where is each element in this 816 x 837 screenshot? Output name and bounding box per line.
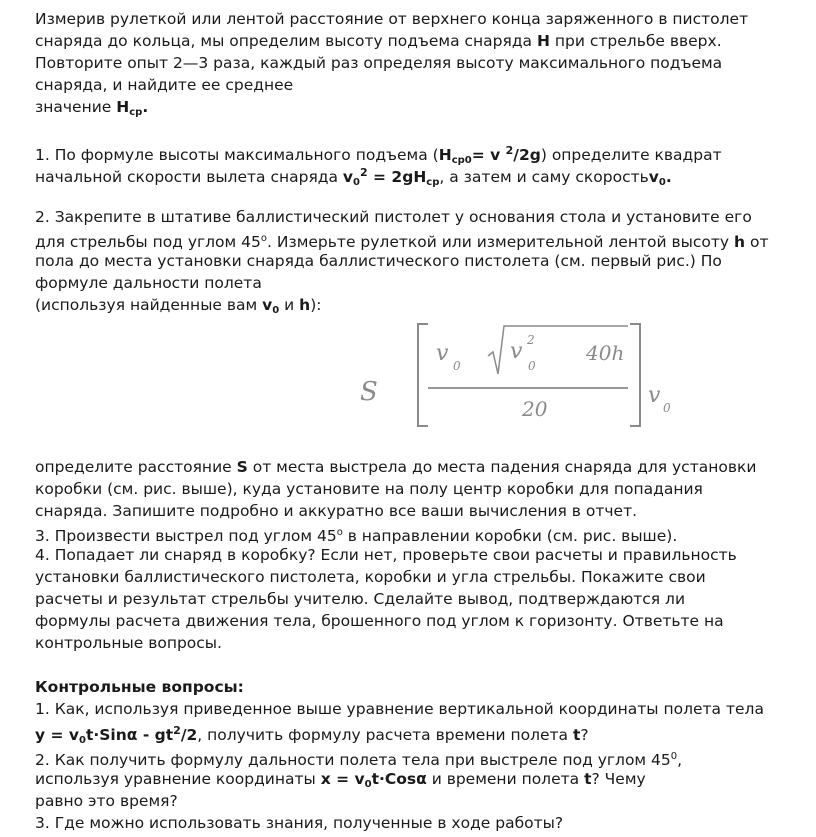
formula-v-sub: 0	[528, 359, 536, 373]
item-4-line-4: формулы расчета движения тела, брошенного под углом к горизонту. Ответьте на	[35, 612, 724, 630]
question-1-line-1: 1. Как, используя приведенное выше уравнение вертикальной координаты полета тела	[35, 700, 764, 718]
question-1-line-2: $y = v_0t\cdot Sin\alpha - gt^2/2$, получить формулу расчета времени полета t?	[35, 724, 589, 746]
item-2-line-1: 2. Закрепите в штативе баллистический пистолет у основания стола и установите его	[35, 208, 752, 226]
item-1-line-1: 1. По формуле высоты максимального подъема ($H_{ср0}= v$ $^2$/2g) определите квадрат	[35, 144, 722, 166]
item-2-line-2: для стрельбы под углом $45^о$. Измерьте рулеткой или измерительной лентой высоту h от	[35, 233, 769, 251]
formula-v0-right: v	[648, 383, 661, 408]
text-line: снаряда до кольца, мы определим высоту подъема снаряда H при стрельбе вверх.	[35, 32, 722, 50]
question-2-line-3: равно это время?	[35, 792, 178, 810]
after-line-1: определите расстояние S от места выстрела до места падения снаряда для установки	[35, 458, 757, 476]
item-1-line-2: начальной скорости вылета снаряда $v_0^2 = 2gH_{ср}$, а затем и саму скоростьv$_0$.	[35, 166, 672, 188]
after-line-2: коробки (см. рис. выше), куда установите на полу центр коробки для попадания	[35, 480, 703, 498]
item-4-line-1: 4. Попадает ли снаряд в коробку? Если нет, проверьте свои расчеты и правильность	[35, 546, 737, 564]
formula-denominator: 20	[522, 397, 548, 421]
formula-v0-right-sub: 0	[663, 401, 671, 415]
formula-s: S	[360, 377, 378, 407]
item-4-line-2: установки баллистического пистолета, коробки и угла стрельбы. Покажите свои	[35, 568, 706, 586]
formula-exp: 2	[527, 333, 535, 347]
item-2-line-5: (используя найденные вам $v_0$ и h):	[35, 296, 322, 316]
text-line: снаряда, и найдите ее среднее	[35, 76, 294, 94]
text-line: значение $H_{ср}$.	[35, 98, 149, 118]
formula-4gh: 40h	[586, 341, 625, 365]
formula-v0-sub: 0	[453, 359, 461, 373]
right-bracket	[630, 324, 640, 426]
question-3-line: 3. Где можно использовать знания, полученные в ходе работы?	[35, 814, 564, 832]
text-line: Измерив рулеткой или лентой расстояние от верхнего конца заряженного в пистолет	[35, 10, 749, 28]
question-2-line-2: используя уравнение координаты $x = v_0t\cdot Cos\alpha$ и времени полета t? Чему	[35, 770, 646, 790]
item-2-line-4: формуле дальности полета	[35, 274, 262, 292]
formula-v-squared: v	[510, 339, 523, 364]
after-line-3: снаряда. Запишите подробно и аккуратно все ваши вычисления в отчет.	[35, 502, 638, 520]
range-formula-image	[360, 318, 680, 436]
formula-v0-v: v	[436, 341, 449, 366]
item-4-line-3: расчеты и результат стрельбы учителю. Сделайте вывод, подтверждаются ли	[35, 590, 686, 608]
item-3-line: 3. Произвести выстрел под углом $45^о$ в направлении коробки (см. рис. выше).	[35, 527, 678, 545]
item-2-line-3: пола до места установки снаряда баллистического пистолета (см. первый рис.) По	[35, 252, 722, 270]
range-formula-svg	[360, 318, 680, 436]
left-bracket	[418, 324, 428, 426]
text-line: Повторите опыт 2—3 раза, каждый раз определяя высоту максимального подъема	[35, 54, 723, 72]
item-4-line-5: контрольные вопросы.	[35, 634, 222, 652]
question-2-line-1: 2. Как получить формулу дальности полета тела при выстреле под углом $45^0$,	[35, 751, 683, 769]
questions-heading: Контрольные вопросы:	[35, 678, 244, 696]
